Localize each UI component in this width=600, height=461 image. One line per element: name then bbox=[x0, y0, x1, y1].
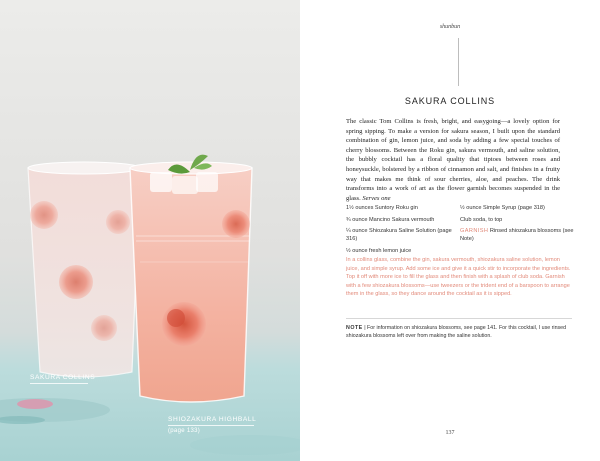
ingredient-item: ½ ounce Simple Syrup (page 318) bbox=[460, 205, 545, 211]
caption-sakura-collins: SAKURA COLLINS bbox=[30, 374, 96, 381]
caption-underline bbox=[168, 425, 254, 426]
decorative-vertical-rule bbox=[458, 38, 459, 86]
ingredients-column-right bbox=[460, 204, 576, 247]
caption-shiozakura-highball: SHIOZAKURA HIGHBALL bbox=[168, 416, 257, 423]
garnish-label: GARNISH bbox=[460, 228, 489, 234]
recipe-title: SAKURA COLLINS bbox=[404, 96, 496, 106]
ingredient-item: Club soda, to top bbox=[460, 216, 503, 223]
recipe-introduction bbox=[346, 117, 560, 203]
recipe-note: NOTE | For information on shiozakura blossoms, see page 141. For this cocktail, I use rinsed shiozakura blossoms left over from making the saline solution. bbox=[346, 325, 567, 339]
garnish-item bbox=[460, 227, 576, 243]
ingredient-item: ¾ ounce Mancino Sakura vermouth bbox=[346, 216, 435, 223]
caption-underline bbox=[30, 383, 88, 384]
intro-text: The classic Tom Collins is fresh, bright, and easygoing—a lovely option for spring sipping. To make a version for sakura season, I built upon the standard combination of gin, lemon juice, and soda by adding a few special touches of cherry blossoms. Between the Roku gin, sakura vermouth, and saline solution, the bubbly cocktail has a floral quality that tiptoes between roses and honeysuckle, bolstered by a ribbon of cinnamon and salt, and finishes in a fruity way that makes me think of sour cherries, aloe, and peaches. The drink transforms into a work of art as the flower garnish becomes suspended in the glass. bbox=[346, 118, 560, 202]
chapter-heading: shunbun bbox=[439, 24, 461, 30]
ingredient-item: 1½ ounces Suntory Roku gin bbox=[346, 205, 418, 211]
garnish-text: Rinsed shiozakura blossoms (see Note) bbox=[460, 228, 574, 242]
recipe-page bbox=[300, 0, 600, 461]
ingredients-column-left bbox=[346, 204, 458, 258]
recipe-method: In a collins glass, combine the gin, sakura vermouth, shiozakura saline solution, lemon juice, and simple syrup. Add some ice and give it a quick stir to incorporate the ingredients. Top it off with more ice to fill the glass and then finish with a splash of club soda. Garnish with a few shiozakura blossoms—use tweezers or the trident end of a barspoon to arrange them in the glass, so they dance around the cocktail as it is sipped. bbox=[346, 257, 571, 298]
ingredient-item: ½ ounce fresh lemon juice bbox=[346, 247, 412, 254]
page-number: 137 bbox=[445, 430, 455, 436]
note-label: NOTE bbox=[346, 325, 363, 331]
note-text: For information on shiozakura blossoms, see page 141. For this cocktail, I use rinsed shiozakura blossoms left over from making the saline solution. bbox=[346, 325, 567, 339]
front-glass bbox=[130, 155, 252, 402]
back-glass bbox=[28, 162, 140, 377]
caption-page-reference: (page 133) bbox=[168, 428, 201, 434]
serves-note: Serves one bbox=[362, 194, 391, 202]
note-divider bbox=[346, 318, 572, 319]
ingredient-item: ¼ ounce Shiozakura Saline Solution (page 316) bbox=[346, 228, 452, 242]
